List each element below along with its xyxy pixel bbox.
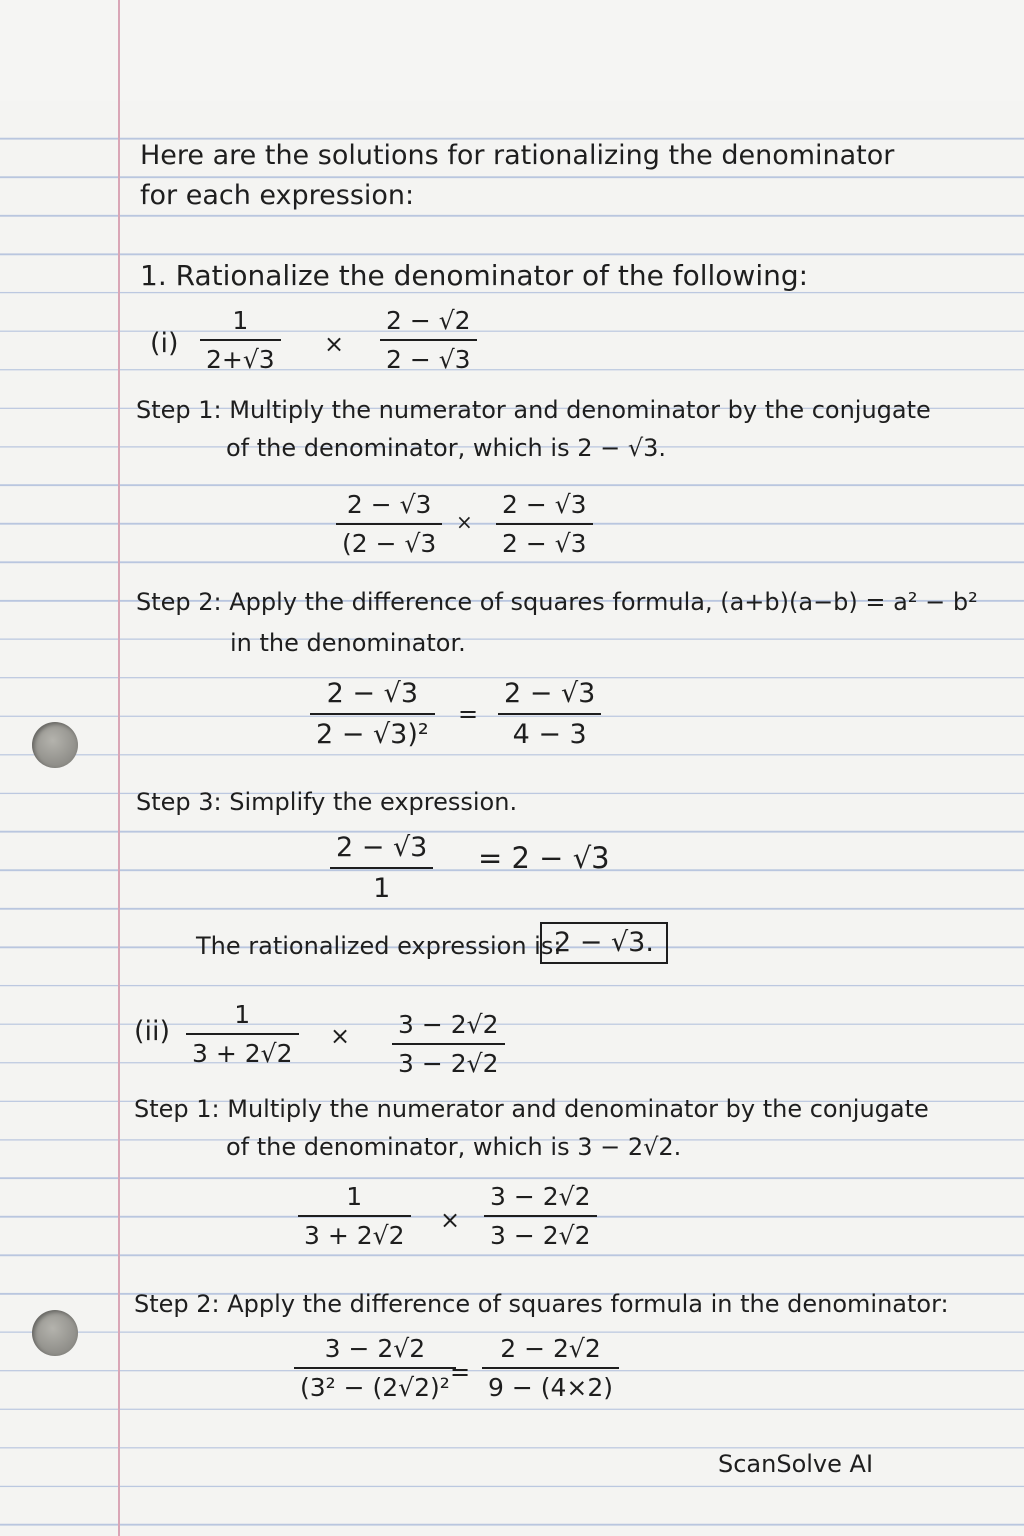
fraction-bar (498, 713, 601, 715)
part-i-label: (i) (150, 328, 179, 359)
result-box: 2 − √3. (540, 922, 668, 964)
fraction-bar (482, 1367, 619, 1369)
step-2-text: Step 2: Apply the difference of squares formula in the denominator: (134, 1290, 949, 1318)
denominator: 9 − (4×2) (488, 1372, 614, 1402)
step-2-fraction-2 (498, 680, 601, 748)
fraction-bar (392, 1043, 505, 1045)
fraction-bar (186, 1033, 299, 1035)
numerator: 2 − √3 (336, 832, 428, 863)
denominator: (2 − √3 (342, 528, 437, 558)
multiply-operator: × (324, 330, 345, 358)
punch-hole (32, 1310, 78, 1356)
part-ii-fraction-2 (392, 1012, 505, 1076)
fraction-bar (380, 339, 477, 341)
fraction-bar (200, 339, 281, 341)
denominator: 2+√3 (206, 344, 275, 374)
step-1-fraction-1 (298, 1184, 411, 1248)
fraction-bar (298, 1215, 411, 1217)
step-2-fraction-1 (294, 1336, 456, 1400)
step-1-fraction-1 (336, 492, 442, 556)
fraction-bar (310, 713, 435, 715)
numerator: 1 (234, 1000, 251, 1029)
step-1-text-2: of the denominator, which is 3 − 2√2. (226, 1133, 682, 1161)
equals-operator: = (450, 1358, 471, 1386)
numerator: 1 (346, 1182, 363, 1211)
numerator: 2 − √3 (346, 490, 432, 519)
denominator: 2 − √3 (386, 344, 471, 374)
footer-brand: ScanSolve AI (718, 1450, 874, 1478)
step-1-text: Step 1: Multiply the numerator and denominator by the conjugate (136, 396, 931, 424)
step-2-fraction-1 (310, 680, 435, 748)
fraction-bar (484, 1215, 597, 1217)
intro-line-1: Here are the solutions for rationalizing the denominator (140, 140, 895, 171)
numerator: 1 (232, 306, 249, 335)
step-2-text: Step 2: Apply the difference of squares formula, (a+b)(a−b) = a² − b² (136, 588, 978, 616)
numerator: 2 − √3 (502, 490, 587, 519)
multiply-operator: × (456, 510, 473, 534)
multiply-operator: × (440, 1206, 461, 1234)
numerator: 2 − 2√2 (500, 1334, 601, 1363)
denominator: 3 + 2√2 (192, 1038, 293, 1068)
denominator: 3 − 2√2 (490, 1220, 591, 1250)
step-3-result: = 2 − √3 (478, 841, 610, 875)
denominator: 1 (373, 872, 391, 904)
numerator: 2 − √3 (326, 678, 419, 709)
step-1-fraction-2 (484, 1184, 597, 1248)
denominator: 3 + 2√2 (304, 1220, 405, 1250)
margin-line (118, 0, 120, 1536)
fraction-bar (496, 523, 593, 525)
numerator: 3 − 2√2 (490, 1182, 591, 1211)
part-i-fraction-1 (200, 308, 281, 372)
fraction-bar (330, 867, 433, 869)
step-1-text-2: of the denominator, which is 2 − √3. (226, 434, 667, 462)
numerator: 3 − 2√2 (324, 1334, 426, 1363)
numerator: 3 − 2√2 (398, 1010, 499, 1039)
equals-operator: = (458, 700, 479, 728)
step-3-fraction (330, 834, 433, 902)
numerator: 2 − √2 (386, 306, 471, 335)
multiply-operator: × (330, 1022, 351, 1050)
part-ii-fraction-1 (186, 1002, 299, 1066)
intro-line-2: for each expression: (140, 180, 415, 211)
punch-hole (32, 722, 78, 768)
fraction-bar (294, 1367, 456, 1369)
fraction-bar (336, 523, 442, 525)
step-1-text: Step 1: Multiply the numerator and denominator by the conjugate (134, 1095, 929, 1123)
denominator: (3² − (2√2)² (300, 1372, 450, 1402)
denominator: 2 − √3)² (316, 718, 429, 750)
part-ii-label: (ii) (134, 1016, 171, 1047)
step-1-fraction-2 (496, 492, 593, 556)
page-header-blank (0, 0, 1024, 101)
step-2-text-2: in the denominator. (230, 629, 466, 657)
question-heading: 1. Rationalize the denominator of the following: (140, 259, 809, 292)
numerator: 2 − √3 (504, 678, 596, 709)
step-3-text: Step 3: Simplify the expression. (136, 788, 518, 816)
denominator: 3 − 2√2 (398, 1048, 499, 1078)
result-label: The rationalized expression is: (196, 932, 562, 960)
denominator: 2 − √3 (502, 528, 587, 558)
step-2-fraction-2 (482, 1336, 619, 1400)
part-i-fraction-2 (380, 308, 477, 372)
denominator: 4 − 3 (512, 718, 587, 750)
